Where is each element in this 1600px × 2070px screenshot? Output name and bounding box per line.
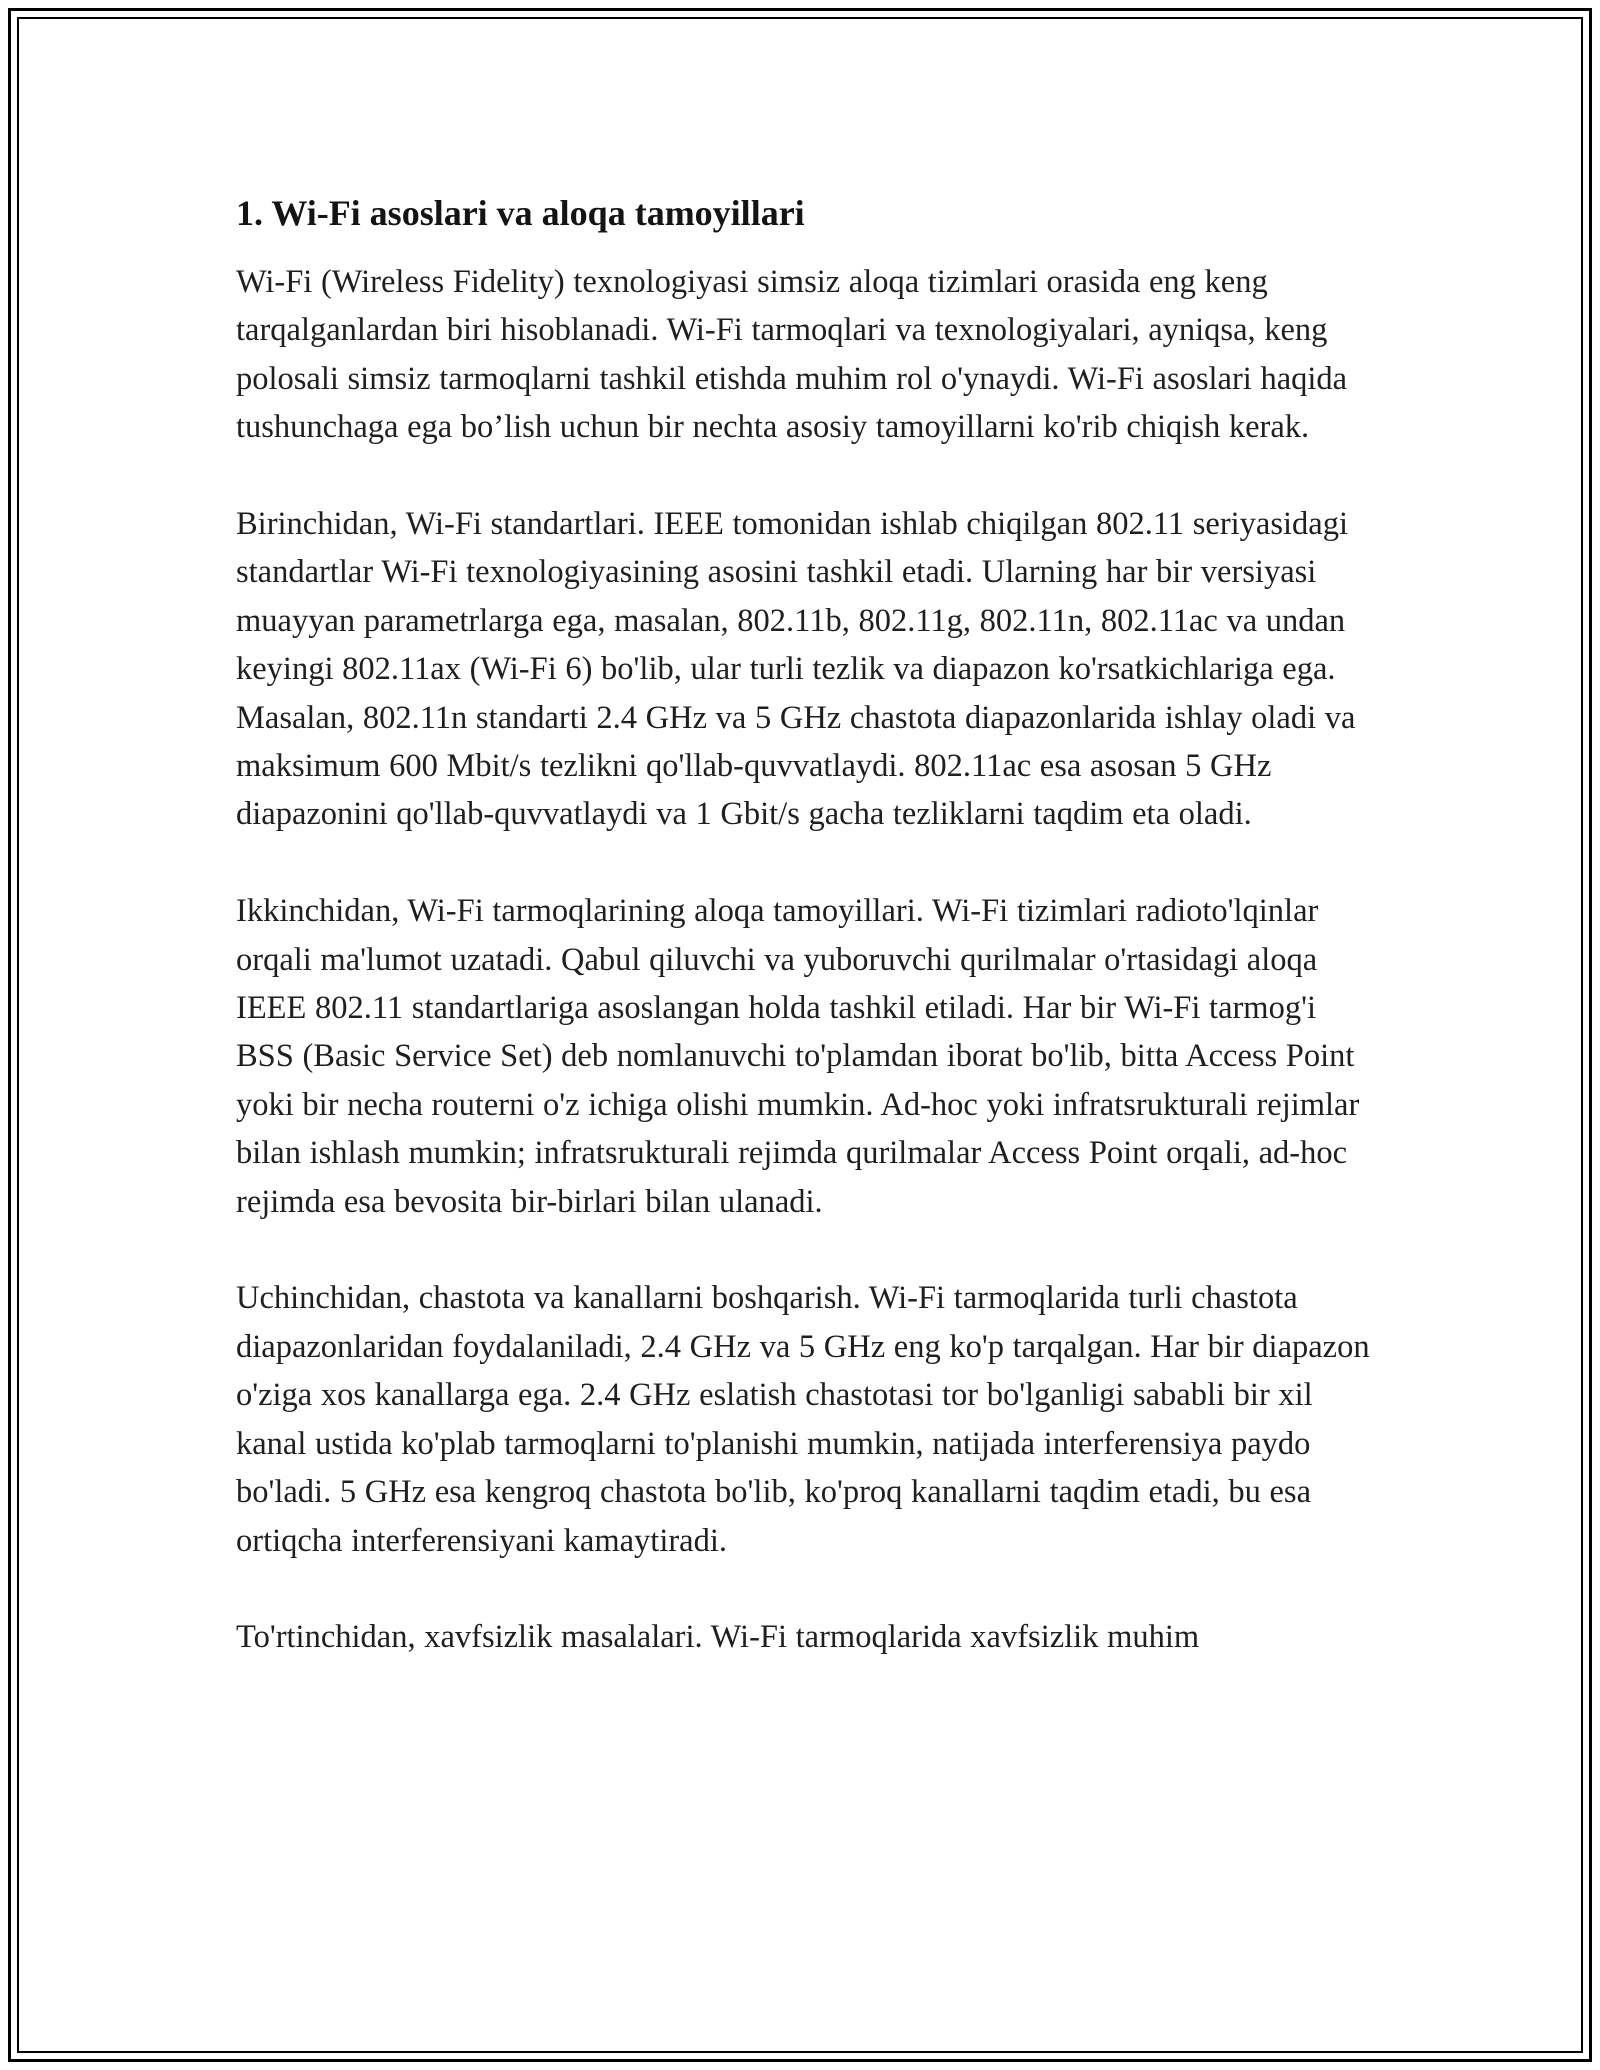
paragraph-frequency-channels: Uchinchidan, chastota va kanallarni boshqarish. Wi-Fi tarmoqlarida turli chastota diapazonlaridan foydalaniladi, 2.4 GHz va 5 GHz eng ko'p tarqalgan. Har bir diapazon o'ziga xos kanallarga ega. 2.4 GHz eslatish chastotasi tor bo'lganligi sababli bir xil kanal ustida ko'plab tarmoqlarni to'planishi mumkin, natijada interferensiya paydo bo'ladi. 5 GHz esa kengroq chastota bo'lib, ko'proq kanallarni taqdim etadi, bu esa ortiqcha interferensiyani kamaytiradi. xyxy=(236,1280,1370,1559)
section-heading: 1. Wi-Fi asoslari va aloqa tamoyillari xyxy=(236,193,805,233)
paragraph-intro: Wi-Fi (Wireless Fidelity) texnologiyasi simsiz aloqa tizimlari orasida eng keng tarqalganlardan biri hisoblanadi. Wi-Fi tarmoqlari va texnologiyalari, ayniqsa, keng polosali simsiz tarmoqlarni tashkil etishda muhim rol o'ynaydi. Wi-Fi asoslari haqida tushunchaga ega bo’lish uchun bir nechta asosiy tamoyillarni ko'rib chiqish kerak. xyxy=(236,264,1348,446)
paragraph-standards: Birinchidan, Wi-Fi standartlari. IEEE tomonidan ishlab chiqilgan 802.11 seriyasidagi standartlar Wi-Fi texnologiyasining asosini tashkil etadi. Ularning har bir versiyasi muayyan parametrlarga ega, masalan, 802.11b, 802.11g, 802.11n, 802.11ac va undan keyingi 802.11ax (Wi-Fi 6) bo'lib, ular turli tezlik va diapazon ko'rsatkichlariga ega. Masalan, 802.11n standarti 2.4 GHz va 5 GHz chastota diapazonlarida ishlay oladi va maksimum 600 Mbit/s tezlikni qo'llab-quvvatlaydi. 802.11ac esa asosan 5 GHz diapazonini qo'llab-quvvatlaydi va 1 Gbit/s gacha tezliklarni taqdim eta oladi. xyxy=(236,506,1356,833)
paragraph-security: To'rtinchidan, xavfsizlik masalalari. Wi-Fi tarmoqlarida xavfsizlik muhim xyxy=(236,1619,1200,1656)
paragraph-communication-principles: Ikkinchidan, Wi-Fi tarmoqlarining aloqa tamoyillari. Wi-Fi tizimlari radioto'lqinlar orqali ma'lumot uzatadi. Qabul qiluvchi va yuboruvchi qurilmalar o'rtasidagi aloqa IEEE 802.11 standartlariga asoslangan holda tashkil etiladi. Har bir Wi-Fi tarmog'i BSS (Basic Service Set) deb nomlanuvchi to'plamdan iborat bo'lib, bitta Access Point yoki bir necha routerni o'z ichiga olishi mumkin. Ad-hoc yoki infratsrukturali rejimlar bilan ishlash mumkin; infratsrukturali rejimda qurilmalar Access Point orqali, ad-hoc rejimda esa bevosita bir-birlari bilan ulanadi. xyxy=(236,893,1360,1220)
document-body xyxy=(236,188,1376,1662)
